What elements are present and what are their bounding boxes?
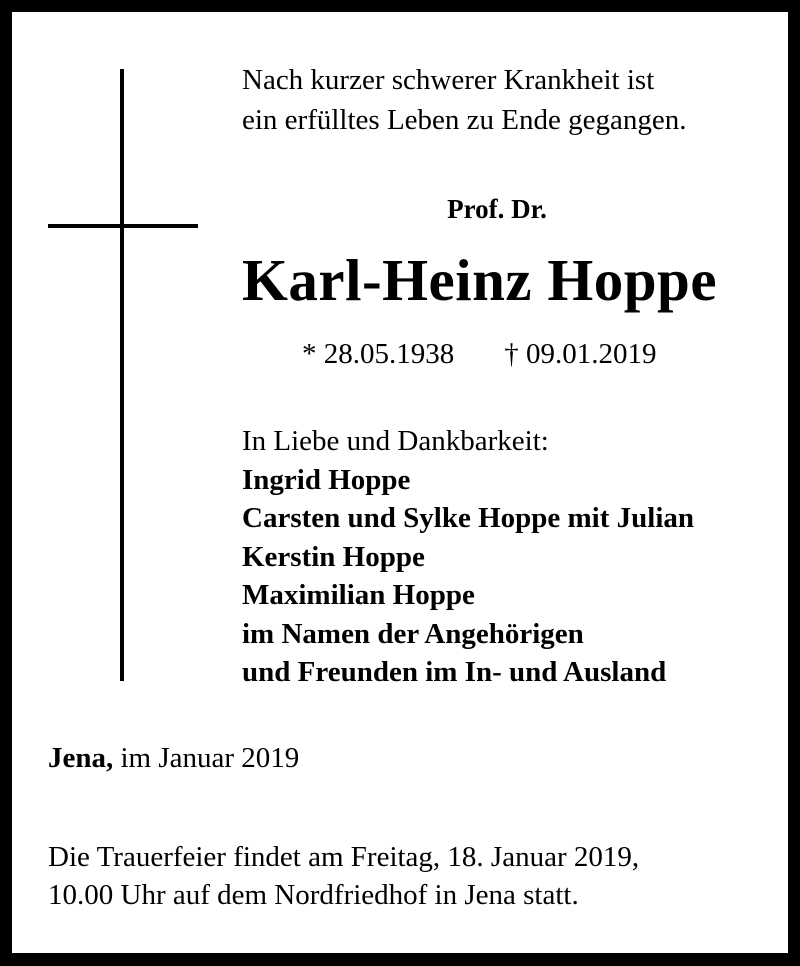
city-name: Jena, [48,742,114,774]
mourner-line: im Namen der Angehörigen [242,617,584,650]
mourner-line: und Freunden im In- und Ausland [242,656,667,688]
funeral-info [48,838,639,914]
mourner-line: Carsten und Sylke Hoppe mit Julian [242,502,695,534]
mourner-line: Maximilian Hoppe [242,579,475,611]
deceased-name: Karl-Heinz Hoppe [242,247,718,313]
mourner-line: Ingrid Hoppe [242,463,411,496]
mourner-line: Kerstin Hoppe [242,540,425,573]
place-and-date [48,740,299,776]
cross-icon-vertical-bar [120,69,124,681]
intro-text [242,60,686,140]
obituary-notice [12,12,788,953]
birth-date: * 28.05.1938 [302,338,455,370]
intro-line: Nach kurzer schwerer Krankheit ist [242,64,655,96]
date-text: im Januar 2019 [120,742,300,774]
funeral-line: 10.00 Uhr auf dem Nordfriedhof in Jena statt. [48,879,579,911]
death-date: † 09.01.2019 [504,338,657,370]
dedication-line: In Liebe und Dankbarkeit: [242,425,549,457]
intro-line: ein erfülltes Leben zu Ende gegangen. [242,104,687,136]
life-dates [302,336,657,372]
funeral-line: Die Trauerfeier findet am Freitag, 18. Januar 2019, [48,841,640,873]
academic-title: Prof. Dr. [447,194,547,224]
mourners-block [242,422,694,692]
